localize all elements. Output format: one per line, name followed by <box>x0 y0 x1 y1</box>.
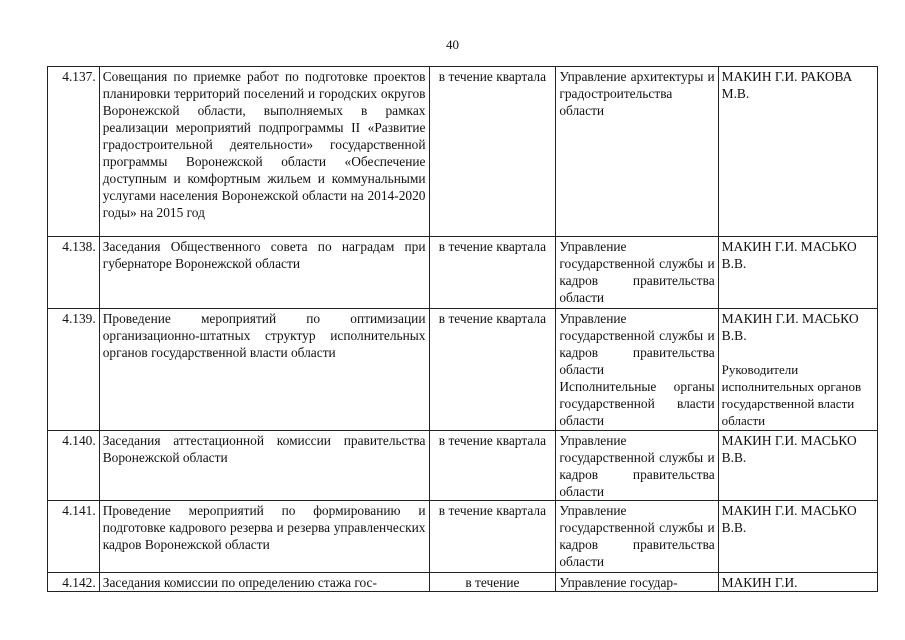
table-row <box>48 67 878 237</box>
event-cell: Заседания аттестационной комиссии правительства Воронежской области <box>99 431 429 501</box>
table-row <box>48 501 878 573</box>
event-cell: Заседания Общественного совета по наградам при губернаторе Воронежской области <box>99 237 429 309</box>
responsible-cell: МАКИН Г.И. МАСЬКО В.В. <box>718 431 877 501</box>
term-cell: в течение квартала <box>429 237 556 309</box>
department-primary: Управление государственной службы и кадров правительства области <box>559 311 715 377</box>
row-number: 4.139. <box>48 309 100 431</box>
page-number: 40 <box>446 37 459 52</box>
row-number: 4.142. <box>48 573 100 592</box>
term-cell: в течение квартала <box>429 431 556 501</box>
term-cell: в течение квартала <box>429 309 556 431</box>
event-cell: Проведение мероприятий по оптимизации организационно-штатных структур исполнительных органов государственной власти области <box>99 309 429 431</box>
responsible-cell <box>718 309 877 431</box>
department-cell: Управление архитектуры и градостроительства области <box>556 67 718 237</box>
term-cell: в течение квартала <box>429 67 556 237</box>
plan-table <box>47 66 878 592</box>
department-cell: Управление государственной службы и кадров правительства области <box>556 431 718 501</box>
table-row <box>48 431 878 501</box>
department-secondary: Исполнительные органы государственной власти области <box>559 379 715 428</box>
event-cell: Заседания комиссии по определению стажа гос- <box>99 573 429 592</box>
event-cell: Совещания по приемке работ по подготовке проектов планировки территорий поселений и городских округов Воронежской области, выполняемых в рамках реализации мероприятий подпрограммы II «Развитие градостроительной деятельности» государственной программы Воронежской области «Обеспечение доступным и комфортным жильем и коммунальными услугами населения Воронежской области на 2014-2020 годы» на 2015 год <box>99 67 429 237</box>
responsible-cell: МАКИН Г.И. МАСЬКО В.В. <box>718 237 877 309</box>
row-number: 4.141. <box>48 501 100 573</box>
responsible-cell: МАКИН Г.И. РАКОВА М.В. <box>718 67 877 237</box>
row-number: 4.138. <box>48 237 100 309</box>
term-cell: в течение <box>429 573 556 592</box>
term-cell: в течение квартала <box>429 501 556 573</box>
department-cell <box>556 309 718 431</box>
table-row <box>48 573 878 592</box>
row-number: 4.137. <box>48 67 100 237</box>
responsible-cell: МАКИН Г.И. МАСЬКО В.В. <box>718 501 877 573</box>
department-cell: Управление государ- <box>556 573 718 592</box>
event-cell: Проведение мероприятий по формированию и подготовке кадрового резерва и резерва управленческих кадров Воронежской области <box>99 501 429 573</box>
department-cell: Управление государственной службы и кадров правительства области <box>556 501 718 573</box>
row-number: 4.140. <box>48 431 100 501</box>
responsible-cell: МАКИН Г.И. <box>718 573 877 592</box>
table-row <box>48 237 878 309</box>
department-cell: Управление государственной службы и кадров правительства области <box>556 237 718 309</box>
responsible-secondary: Руководители исполнительных органов государственной власти области <box>721 362 862 428</box>
table-row <box>48 309 878 431</box>
responsible-primary: МАКИН Г.И. МАСЬКО В.В. <box>721 311 859 343</box>
